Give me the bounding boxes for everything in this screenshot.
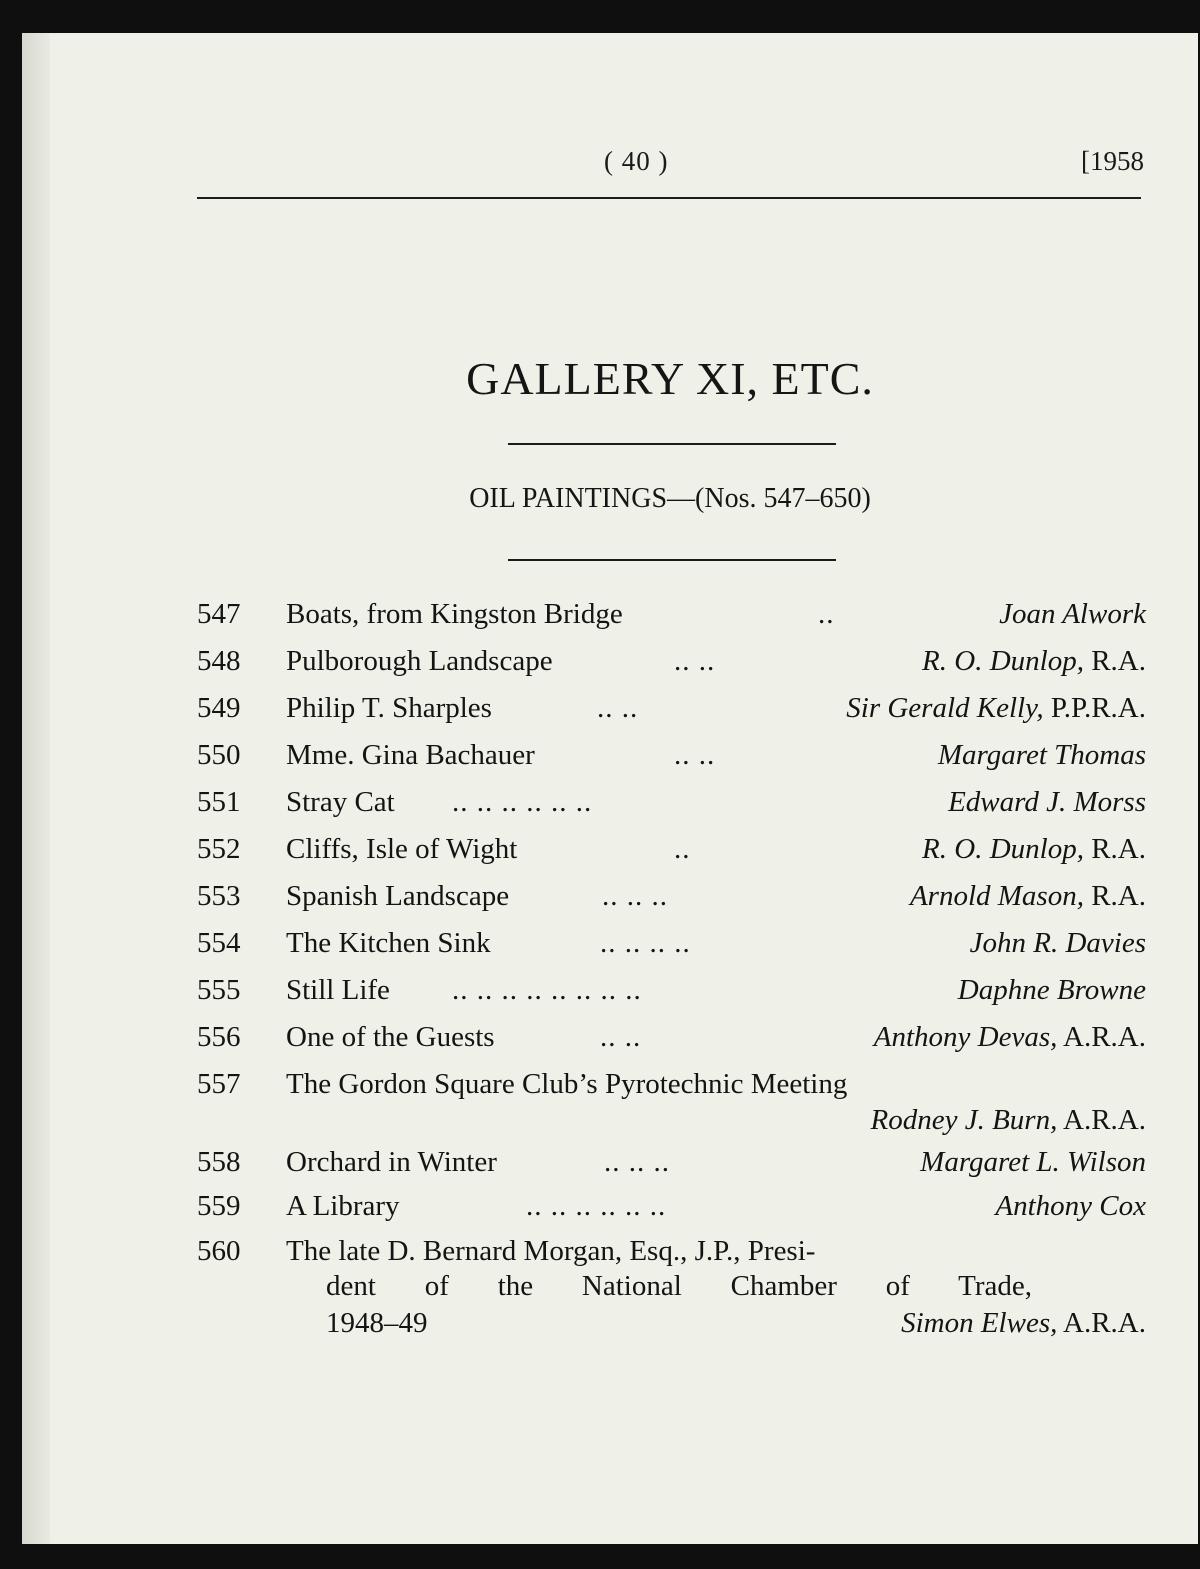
- artist-name: Daphne Browne: [957, 974, 1146, 1006]
- artist-suffix: P.P.R.A.: [1043, 692, 1146, 724]
- entry-artist: [846, 692, 1146, 725]
- artist-suffix: A.R.A.: [1057, 1021, 1146, 1053]
- entry-artist: [871, 1104, 1146, 1137]
- entry-title: Pulborough Landscape: [286, 645, 553, 677]
- entry-title: Philip T. Sharples: [286, 692, 492, 724]
- artist-name: Arnold Mason,: [909, 880, 1084, 912]
- section-title: GALLERY XI, ETC.: [466, 353, 874, 404]
- entry-number: 560: [197, 1235, 241, 1267]
- entry-artist: [958, 974, 1146, 1007]
- entry-number: 550: [197, 739, 241, 771]
- artist-suffix: A.R.A.: [1057, 1307, 1146, 1339]
- artist-suffix: A.R.A.: [1057, 1104, 1146, 1136]
- leader-dots: .. .. .. .. .. ..: [452, 786, 593, 818]
- entry-artist: [970, 927, 1146, 960]
- entry-number: 557: [197, 1068, 241, 1100]
- entry-title: Cliffs, Isle of Wight: [286, 833, 518, 865]
- section-subtitle: OIL PAINTINGS—(Nos. 547–650): [469, 483, 871, 514]
- catalogue-entry: [190, 974, 1146, 1014]
- entry-artist: [938, 739, 1146, 772]
- entry-title: The late D. Bernard Morgan, Esq., J.P., Presi-: [286, 1235, 816, 1267]
- leader-dots: .. .. .. ..: [600, 927, 691, 959]
- leader-dots: ..: [674, 833, 691, 865]
- catalogue-entry: [190, 1068, 1146, 1108]
- leader-dots: ..: [818, 598, 835, 630]
- catalogue-entry: [190, 1146, 1146, 1186]
- artist-name: Simon Elwes,: [901, 1307, 1058, 1339]
- leader-dots: .. .. .. .. .. ..: [526, 1190, 667, 1222]
- catalogue-entry: [190, 833, 1146, 873]
- year-marker: [1958: [1081, 146, 1144, 176]
- artist-name: Anthony Cox: [995, 1190, 1146, 1222]
- entry-number: 548: [197, 645, 241, 677]
- entry-title: The Gordon Square Club’s Pyrotechnic Meeting: [286, 1068, 848, 1100]
- leader-dots: .. ..: [674, 739, 716, 771]
- catalogue-entry: [190, 1021, 1146, 1061]
- entry-number: 547: [197, 598, 241, 630]
- catalogue-entry: [190, 1190, 1146, 1230]
- entry-number: 554: [197, 927, 241, 959]
- entry-title: Mme. Gina Bachauer: [286, 739, 535, 771]
- entry-artist: [901, 1307, 1146, 1340]
- entry-title: A Library: [286, 1190, 400, 1222]
- entry-number: 553: [197, 880, 241, 912]
- entry-number: 552: [197, 833, 241, 865]
- entry-artist: [995, 1190, 1146, 1223]
- artist-name: John R. Davies: [969, 927, 1146, 959]
- leader-dots: .. ..: [600, 1021, 642, 1053]
- artist-name: Margaret Thomas: [937, 739, 1146, 771]
- entry-artist: [922, 645, 1146, 678]
- entry-number: 549: [197, 692, 241, 724]
- entry-artist: [922, 833, 1146, 866]
- entry-artist: [910, 880, 1146, 913]
- artist-name: Sir Gerald Kelly,: [846, 692, 1044, 724]
- catalogue-entry: [190, 927, 1146, 967]
- entry-number: 558: [197, 1146, 241, 1178]
- entry-title: Orchard in Winter: [286, 1146, 497, 1178]
- artist-name: Margaret L. Wilson: [920, 1146, 1146, 1178]
- catalogue-entry: [190, 692, 1146, 732]
- entry-title: One of the Guests: [286, 1021, 495, 1053]
- entry-artist: [874, 1021, 1146, 1054]
- catalogue-entry: [190, 645, 1146, 685]
- artist-name: Joan Alwork: [999, 598, 1146, 630]
- entry-artist: [948, 786, 1146, 819]
- entry-artist: [920, 1146, 1146, 1179]
- artist-name: R. O. Dunlop,: [922, 645, 1084, 677]
- leader-dots: .. .. ..: [604, 1146, 670, 1178]
- artist-suffix: R.A.: [1083, 880, 1146, 912]
- entry-title-year: 1948–49: [326, 1307, 428, 1339]
- entry-title-continuation: dent of the National Chamber of Trade,: [326, 1270, 1032, 1302]
- artist-name: Rodney J. Burn,: [870, 1104, 1058, 1136]
- entry-number: 559: [197, 1190, 241, 1222]
- entry-title: The Kitchen Sink: [286, 927, 491, 959]
- entry-number: 551: [197, 786, 241, 818]
- leader-dots: .. .. ..: [602, 880, 668, 912]
- entry-number: 556: [197, 1021, 241, 1053]
- leader-dots: .. ..: [674, 645, 716, 677]
- catalogue-entry: [190, 598, 1146, 638]
- catalogue-entry-continuation: [190, 1104, 1146, 1144]
- entry-title: Spanish Landscape: [286, 880, 510, 912]
- entry-title: Still Life: [286, 974, 390, 1006]
- entry-artist: [999, 598, 1146, 631]
- artist-suffix: R.A.: [1083, 833, 1146, 865]
- leader-dots: .. .. .. .. .. .. .. ..: [452, 974, 642, 1006]
- leader-dots: .. ..: [597, 692, 639, 724]
- entry-title: Boats, from Kingston Bridge: [286, 598, 623, 630]
- catalogue-entry: [190, 786, 1146, 826]
- entry-title: Stray Cat: [286, 786, 395, 818]
- catalogue-entry: [190, 880, 1146, 920]
- catalogue-entry: [190, 739, 1146, 779]
- page-number: ( 40 ): [604, 146, 669, 176]
- entry-number: 555: [197, 974, 241, 1006]
- catalogue-entry-continuation: [190, 1307, 1146, 1347]
- catalogue-entry: [190, 1235, 1146, 1275]
- artist-name: Edward J. Morss: [948, 786, 1146, 818]
- artist-name: R. O. Dunlop,: [922, 833, 1084, 865]
- artist-suffix: R.A.: [1083, 645, 1146, 677]
- artist-name: Anthony Devas,: [873, 1021, 1058, 1053]
